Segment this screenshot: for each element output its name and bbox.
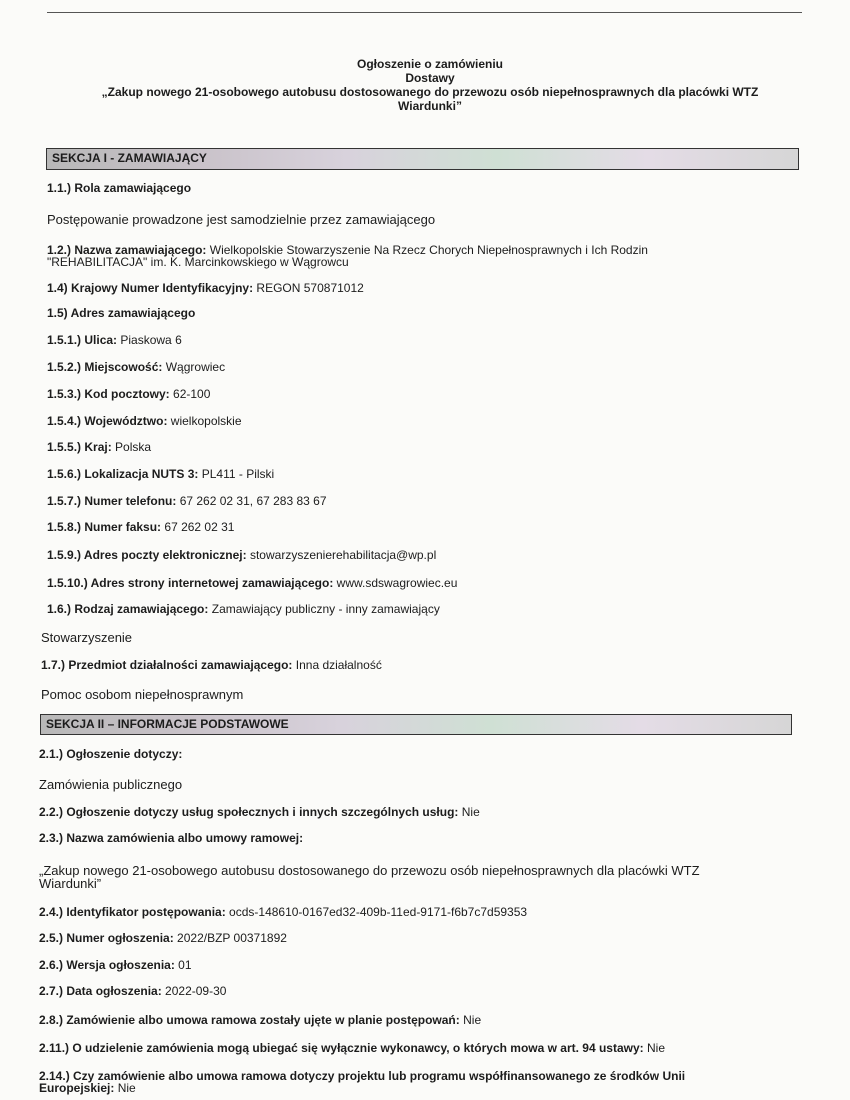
field-wojewodztwo: 1.5.4.) Województwo: wielkopolskie [47,414,242,428]
field-przedmiot: 1.7.) Przedmiot działalności zamawiającego: Inna działalność [41,658,382,672]
field-rodzaj: 1.6.) Rodzaj zamawiającego: Zamawiający publiczny - inny zamawiający [47,602,440,616]
field-krajowy-numer: 1.4) Krajowy Numer Identyfikacyjny: REGON 570871012 [47,281,364,295]
section-2-header: SEKCJA II – INFORMACJE PODSTAWOWE [40,714,792,735]
title-line-3: „Zakup nowego 21-osobowego autobusu dostosowanego do przewozu osób niepełnosprawnych dla placówki WTZ [101,85,759,99]
text-nazwa-zamowienia-2: Wiardunki” [39,876,102,891]
text-rodzaj: Stowarzyszenie [41,630,133,645]
title-line-4: Wiardunki” [398,99,462,113]
field-numer-ogloszenia: 2.5.) Numer ogłoszenia: 2022/BZP 00371892 [39,931,287,945]
field-art94: 2.11.) O udzielenie zamówienia mogą ubiegać się wyłącznie wykonawcy, o których mowa w art. 94 ustawy: Nie [39,1041,666,1055]
field-rola: 1.1.) Rola zamawiającego [47,181,192,195]
field-telefon: 1.5.7.) Numer telefonu: 67 262 02 31, 67 283 83 67 [47,494,327,508]
title-line-1: Ogłoszenie o zamówieniu [356,57,504,71]
top-rule [47,12,802,13]
field-wersja: 2.6.) Wersja ogłoszenia: 01 [39,958,192,972]
field-uslugi: 2.2.) Ogłoszenie dotyczy usług społecznych i innych szczególnych usług: Nie [39,805,480,819]
field-unia-cont: Europejskiej: Nie [39,1081,136,1095]
field-identyfikator: 2.4.) Identyfikator postępowania: ocds-148610-0167ed32-409b-11ed-9171-f6b7c7d59353 [39,905,528,919]
text-rola: Postępowanie prowadzone jest samodzielnie przez zamawiającego [47,212,436,227]
field-www: 1.5.10.) Adres strony internetowej zamawiającego: www.sdswagrowiec.eu [47,576,458,590]
field-kraj: 1.5.5.) Kraj: Polska [47,440,152,454]
text-dotyczy: Zamówienia publicznego [39,777,183,792]
field-nuts: 1.5.6.) Lokalizacja NUTS 3: PL411 - Pilski [47,467,275,481]
field-miejscowosc: 1.5.2.) Miejscowość: Wągrowiec [47,360,226,374]
field-data: 2.7.) Data ogłoszenia: 2022-09-30 [39,984,227,998]
section-1-header: SEKCJA I - ZAMAWIAJĄCY [46,148,799,170]
document-title [60,57,800,113]
field-nazwa-zamawiajacego-cont: "REHABILITACJA" im. K. Marcinkowskiego w Wągrowcu [47,255,349,269]
field-dotyczy: 2.1.) Ogłoszenie dotyczy: [39,747,183,761]
field-nazwa-zamawiajacego: 1.2.) Nazwa zamawiającego: Wielkopolskie Stowarzyszenie Na Rzecz Chorych Niepełnosprawnych i Ich Rodzin [47,243,648,257]
field-ulica: 1.5.1.) Ulica: Piaskowa 6 [47,333,182,347]
field-nazwa-zamowienia: 2.3.) Nazwa zamówienia albo umowy ramowej: [39,831,304,845]
field-kod-pocztowy: 1.5.3.) Kod pocztowy: 62-100 [47,387,211,401]
title-line-2: Dostawy [405,71,455,85]
field-adres: 1.5) Adres zamawiającego [47,306,196,320]
field-plan: 2.8.) Zamówienie albo umowa ramowa zostały ujęte w planie postępowań: Nie [39,1013,482,1027]
field-email: 1.5.9.) Adres poczty elektronicznej: stowarzyszenierehabilitacja@wp.pl [47,548,437,562]
text-nazwa-zamowienia-1: „Zakup nowego 21-osobowego autobusu dostosowanego do przewozu osób niepełnosprawnych dla placówki WTZ [39,863,700,878]
field-unia: 2.14.) Czy zamówienie albo umowa ramowa dotyczy projektu lub programu współfinansowanego ze środków Unii [39,1069,686,1083]
field-faks: 1.5.8.) Numer faksu: 67 262 02 31 [47,520,235,534]
text-przedmiot: Pomoc osobom niepełnosprawnym [41,687,244,702]
